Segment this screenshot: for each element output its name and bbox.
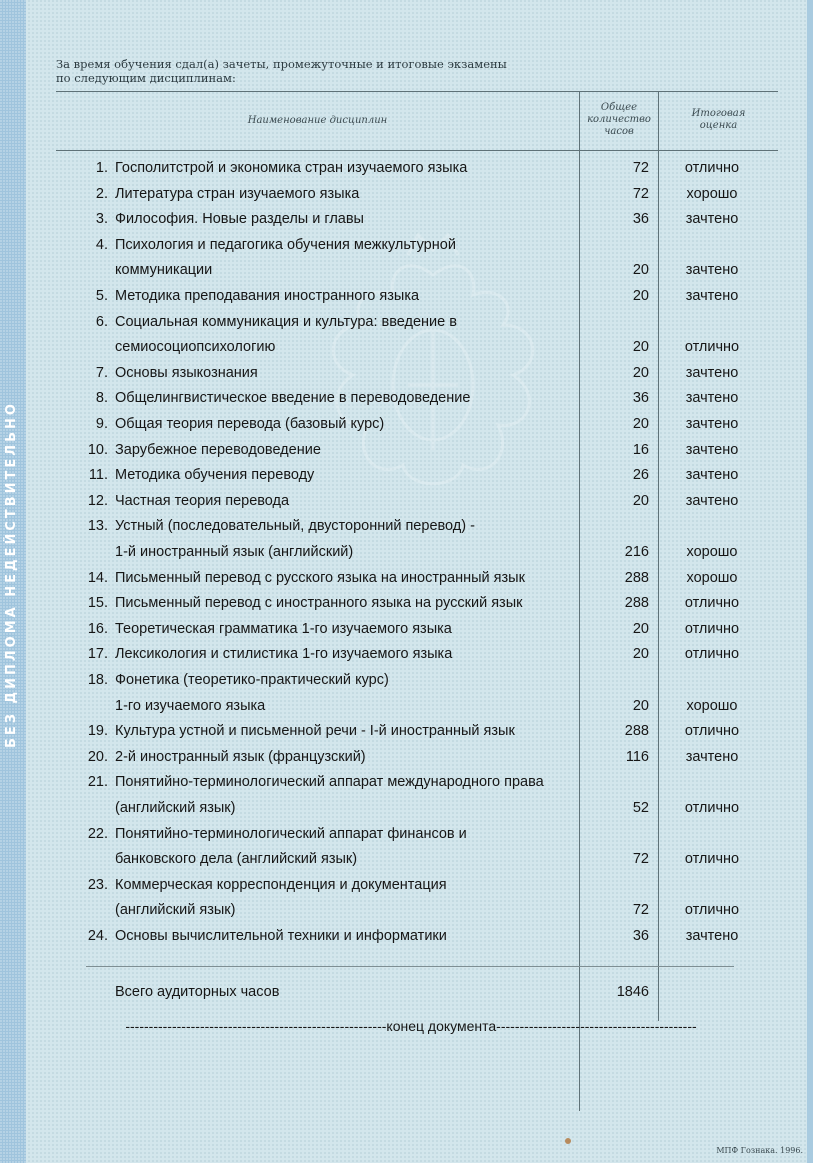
grade-value: зачтено [685, 441, 739, 458]
end-of-document-line: --------------------------------------------------------конец документа------------------------------------------- [125, 1018, 697, 1034]
row-number: 24. [87, 928, 108, 944]
grade-value: зачтено [685, 467, 739, 484]
discipline-name: Понятийно-терминологический аппарат международного права [115, 774, 544, 791]
grade-value: отлично [684, 723, 740, 740]
grade-value: хорошо [686, 544, 738, 560]
hours-value: 288 [624, 569, 649, 586]
hours-value: 72 [632, 160, 649, 176]
discipline-name: Коммерческая корреспонденция и документация [115, 876, 447, 893]
discipline-name: Устный (последовательный, двусторонний перевод) - [115, 518, 475, 535]
table-header-rule [56, 150, 778, 151]
row-number: 18. [87, 672, 108, 688]
row-number: 11. [88, 467, 108, 484]
hours-value: 20 [632, 364, 649, 381]
header-hours-line-3: часов [604, 126, 634, 137]
row-number: 16. [87, 620, 108, 637]
printer-mark: МПФ Гознака. 1996. [716, 1146, 803, 1155]
row-number: 12. [87, 492, 108, 509]
header-hours-line-2: количество [587, 114, 651, 125]
hours-value: 20 [632, 288, 649, 304]
row-number: 6. [95, 313, 108, 330]
header-hours-line-1: Общее [600, 102, 638, 113]
discipline-name-continued: банковского дела (английский язык) [115, 851, 358, 868]
row-number: 23. [87, 876, 108, 893]
discipline-name: Теоретическая грамматика 1-го изучаемого языка [115, 620, 452, 637]
row-number: 14. [87, 569, 108, 586]
hours-column-divider [579, 91, 580, 1111]
hours-value: 36 [632, 211, 649, 228]
hours-value: 20 [632, 262, 649, 279]
grade-value: хорошо [686, 697, 738, 714]
hours-value: 288 [624, 723, 649, 740]
grade-value: отлично [684, 160, 740, 176]
grade-value: отлично [684, 646, 740, 663]
discipline-name: 2-й иностранный язык (французский) [115, 748, 366, 765]
grade-value: отлично [684, 620, 740, 637]
hours-value: 72 [632, 851, 649, 868]
discipline-name-continued: коммуникации [115, 262, 213, 279]
row-number: 4. [95, 236, 108, 253]
right-edge-band [807, 0, 813, 1163]
grade-value: зачтено [685, 748, 739, 765]
total-label: Всего аудиторных часов [115, 984, 280, 1000]
discipline-name-continued: (английский язык) [115, 800, 236, 816]
discipline-name: Госполитстрой и экономика стран изучаемого языка [115, 160, 468, 176]
discipline-name: Литература стран изучаемого языка [115, 185, 360, 202]
discipline-name: Общая теория перевода (базовый курс) [115, 416, 385, 432]
grade-value: зачтено [685, 416, 739, 432]
discipline-name: Основы вычислительной техники и информатики [115, 928, 447, 944]
hours-value: 20 [632, 646, 649, 663]
discipline-name: Культура устной и письменной речи - I-й иностранный язык [115, 723, 515, 740]
grade-value: хорошо [686, 185, 738, 202]
header-grade-line-1: Итоговая [691, 108, 746, 119]
discipline-name: Методика преподавания иностранного языка [115, 288, 420, 304]
hours-value: 20 [632, 339, 649, 356]
grade-value: зачтено [685, 364, 739, 381]
discipline-name: Философия. Новые разделы и главы [115, 211, 364, 228]
intro-text [56, 57, 507, 85]
row-number: 8. [95, 390, 108, 407]
grade-value: зачтено [685, 288, 739, 304]
discipline-name: Фонетика (теоретико-практический курс) [115, 672, 389, 688]
discipline-name: Лексикология и стилистика 1-го изучаемого языка [115, 646, 453, 663]
grade-value: зачтено [685, 262, 739, 279]
grade-value: отлично [684, 902, 740, 919]
total-separator-rule [86, 966, 734, 967]
row-number: 7. [95, 364, 108, 381]
discipline-name-continued: 1-го изучаемого языка [115, 697, 266, 714]
grade-value: отлично [684, 339, 740, 356]
row-number: 22. [87, 825, 108, 842]
grade-value: зачтено [685, 928, 739, 944]
emblem-watermark-icon [268, 215, 598, 545]
grade-value: отлично [684, 851, 740, 868]
grade-value: зачтено [685, 390, 739, 407]
grade-value: хорошо [686, 569, 738, 586]
side-notice: БЕЗ ДИПЛОМА НЕДЕЙСТВИТЕЛЬНО [4, 401, 19, 749]
row-number: 9. [95, 416, 108, 432]
hours-value: 16 [632, 441, 649, 458]
discipline-name: Понятийно-терминологический аппарат финансов и [115, 825, 467, 842]
hours-value: 116 [625, 748, 649, 765]
hours-value: 216 [624, 544, 649, 560]
row-number: 1. [95, 160, 108, 176]
table-top-rule [56, 91, 778, 92]
hours-value: 288 [624, 595, 649, 612]
discipline-name: Психология и педагогика обучения межкультурной [115, 236, 456, 253]
grade-value: зачтено [685, 492, 739, 509]
header-name: Наименование дисциплин [247, 115, 388, 126]
hours-value: 20 [632, 416, 649, 432]
discipline-name-continued: семиосоциопсихологию [115, 339, 276, 356]
hours-value: 72 [632, 185, 649, 202]
hours-value: 36 [632, 928, 649, 944]
discipline-name: Общелингвистическое введение в переводоведение [115, 390, 471, 407]
hours-value: 72 [632, 902, 649, 919]
intro-line-2: по следующим дисциплинам: [56, 71, 236, 85]
hours-value: 20 [632, 492, 649, 509]
header-grade-line-2: оценка [699, 120, 738, 131]
row-number: 20. [87, 748, 108, 765]
grade-value: отлично [684, 595, 740, 612]
discipline-name: Письменный перевод с иностранного языка на русский язык [115, 595, 523, 612]
discipline-name: Частная теория перевода [115, 492, 290, 509]
row-number: 3. [95, 211, 108, 228]
row-number: 2. [95, 185, 108, 202]
stain-mark [565, 1138, 571, 1144]
hours-value: 26 [632, 467, 649, 484]
discipline-name-continued: 1-й иностранный язык (английский) [115, 544, 354, 560]
row-number: 19. [87, 723, 108, 740]
header-hours [580, 102, 658, 138]
hours-value: 20 [632, 620, 649, 637]
intro-line-1: За время обучения сдал(а) зачеты, промежуточные и итоговые экзамены [56, 57, 507, 71]
header-grade [659, 108, 778, 132]
row-number: 13. [87, 518, 108, 535]
discipline-name: Социальная коммуникация и культура: введение в [115, 313, 457, 330]
row-number: 17. [87, 646, 108, 663]
hours-value: 36 [632, 390, 649, 407]
total-value: 1846 [616, 984, 649, 1000]
security-band [0, 0, 26, 1163]
discipline-name: Зарубежное переводоведение [115, 441, 321, 458]
grade-column-divider [658, 91, 659, 1021]
row-number: 21. [87, 774, 108, 791]
row-number: 15. [87, 595, 108, 612]
row-number: 5. [95, 288, 108, 304]
grade-value: зачтено [685, 211, 739, 228]
grade-value: отлично [684, 800, 740, 816]
discipline-name: Письменный перевод с русского языка на иностранный язык [115, 569, 525, 586]
hours-value: 20 [632, 697, 649, 714]
hours-value: 52 [632, 800, 649, 816]
discipline-name: Методика обучения переводу [115, 467, 315, 484]
discipline-name-continued: (английский язык) [115, 902, 236, 919]
row-number: 10. [87, 441, 108, 458]
discipline-name: Основы языкознания [115, 364, 258, 381]
